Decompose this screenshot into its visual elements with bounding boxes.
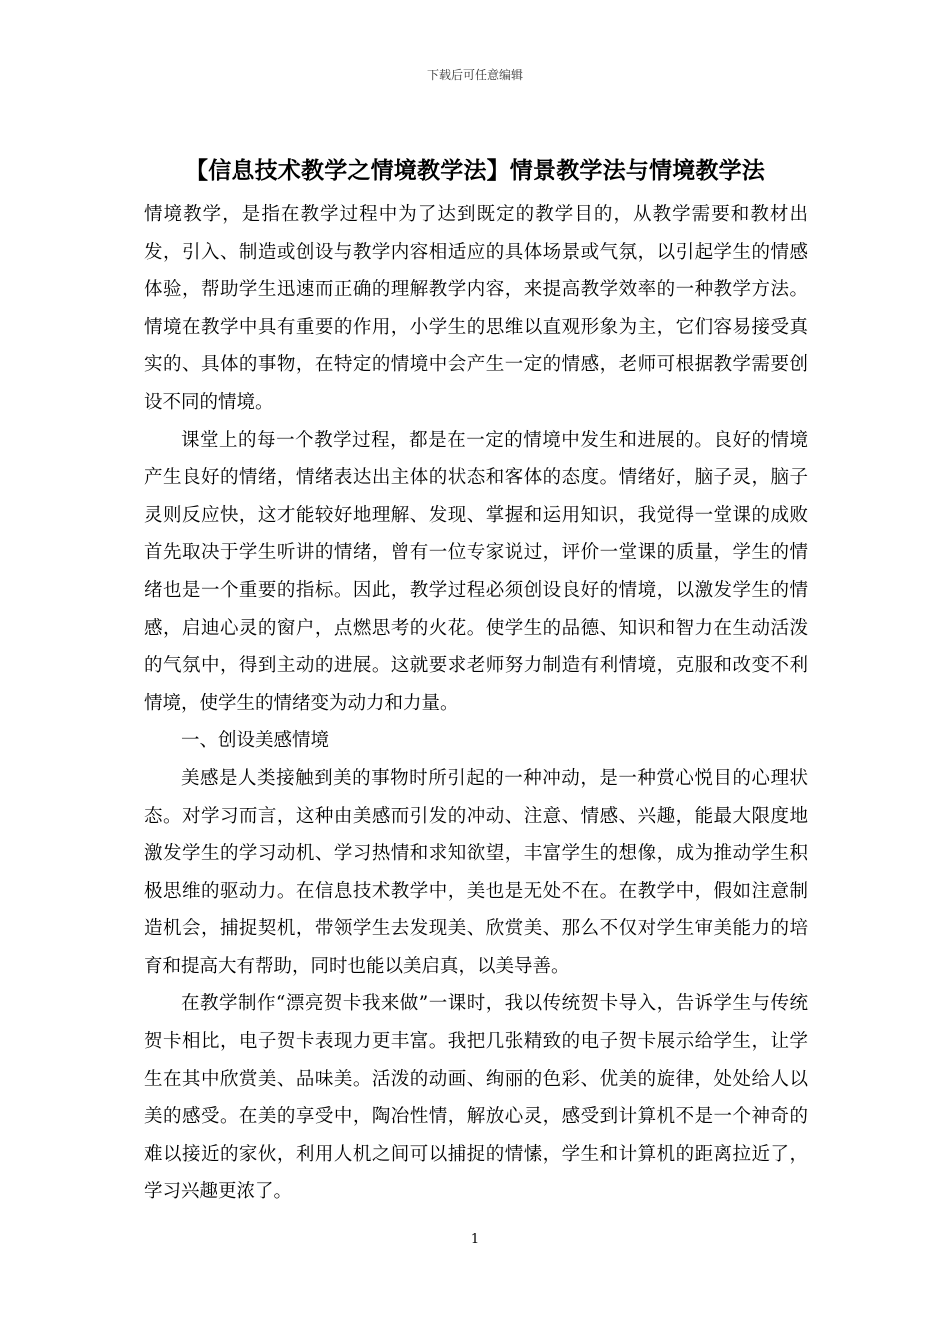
page-number: 1 — [470, 1232, 480, 1247]
document-body — [144, 196, 808, 1211]
body-paragraph: 课堂上的每一个教学过程，都是在一定的情境中发生和进展的。良好的情境产生良好的情绪，情绪表达出主体的状态和客体的态度。情绪好，脑子灵，脑子灵则反应快，这才能较好地理解、发现、掌握和运用知识，我觉得一堂课的成败首先取决于学生听讲的情绪，曾有一位专家说过，评价一堂课的质量，学生的情绪也是一个重要的指标。因此，教学过程必须创设良好的情境，以激发学生的情感，启迪心灵的窗户，点燃思考的火花。使学生的品德、知识和智力在生动活泼的气氛中，得到主动的进展。这就要求老师努力制造有利情境，克服和改变不利情境，使学生的情绪变为动力和力量。 — [144, 429, 808, 714]
section-heading: 一、创设美感情境 — [181, 730, 330, 752]
body-paragraph: 在教学制作“漂亮贺卡我来做”一课时，我以传统贺卡导入，告诉学生与传统贺卡相比，电子贺卡表现力更丰富。我把几张精致的电子贺卡展示给学生，让学生在其中欣赏美、品味美。活泼的动画、绚丽的色彩、优美的旋律，处处给人以美的感受。在美的享受中，陶冶性情，解放心灵，感受到计算机不是一个神奇的难以接近的家伙，利用人机之间可以捕捉的情愫，学生和计算机的距离拉近了，学习兴趣更浓了。 — [144, 993, 808, 1203]
page-header: 下载后可任意编辑 — [426, 68, 523, 82]
body-paragraph: 美感是人类接触到美的事物时所引起的一种冲动，是一种赏心悦目的心理状态。对学习而言，这种由美感而引发的冲动、注意、情感、兴趣，能最大限度地激发学生的学习动机、学习热情和求知欲望，丰富学生的想像，成为推动学生积极思维的驱动力。在信息技术教学中，美也是无处不在。在教学中，假如注意制造机会，捕捉契机，带领学生去发现美、欣赏美、那么不仅对学生审美能力的培育和提高大有帮助，同时也能以美启真，以美导善。 — [144, 767, 808, 977]
body-paragraph: 情境教学，是指在教学过程中为了达到既定的教学目的，从教学需要和教材出发，引入、制造或创设与教学内容相适应的具体场景或气氛，以引起学生的情感体验，帮助学生迅速而正确的理解教学内容，来提高教学效率的一种教学方法。情境在教学中具有重要的作用，小学生的思维以直观形象为主，它们容易接受真实的、具体的事物，在特定的情境中会产生一定的情感，老师可根据教学需要创设不同的情境。 — [144, 204, 808, 413]
document-title: 【信息技术教学之情境教学法】情景教学法与情境教学法 — [185, 158, 765, 184]
